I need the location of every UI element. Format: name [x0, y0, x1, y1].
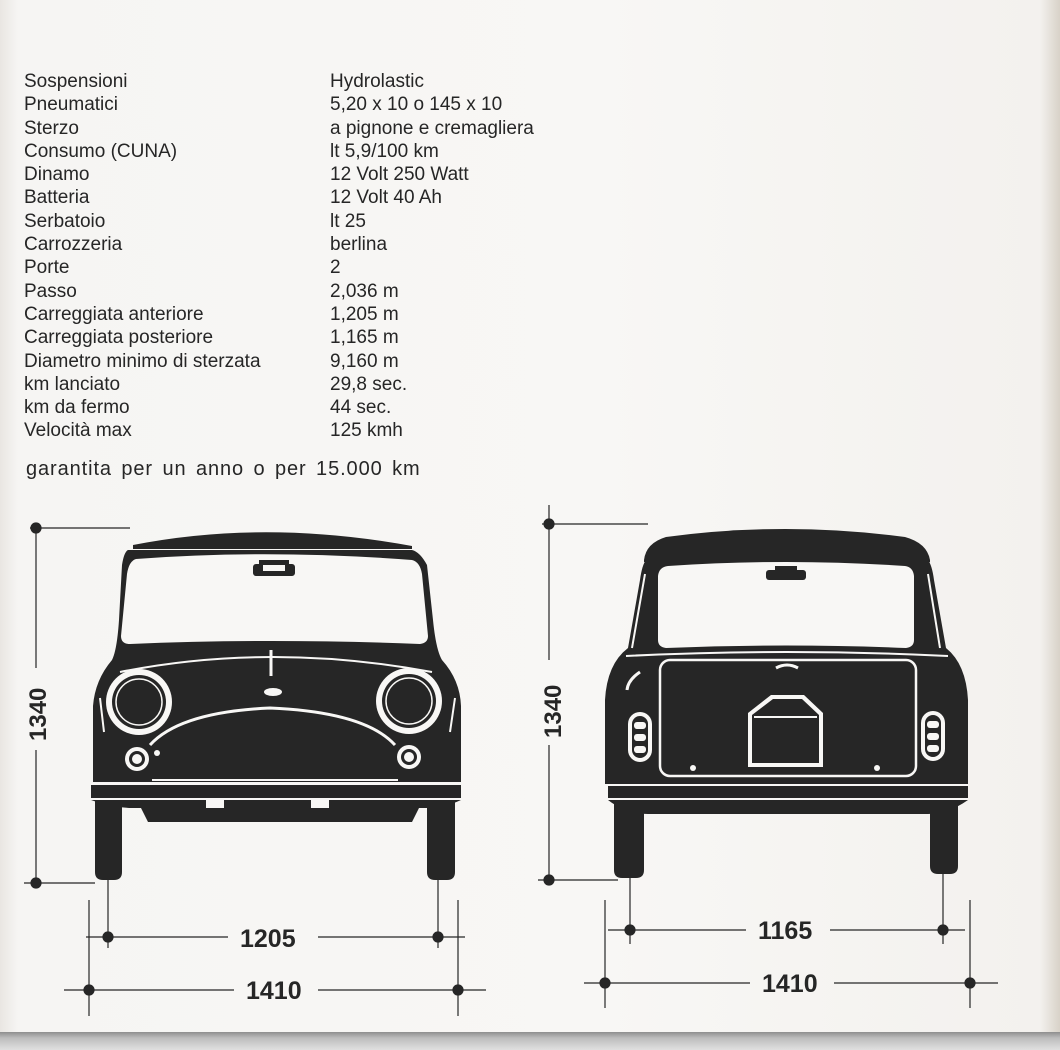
spec-label: Consumo (CUNA)	[24, 140, 178, 162]
rear-width-label: 1410	[762, 970, 818, 998]
spec-label: km da fermo	[24, 397, 130, 419]
spec-label: Sospensioni	[24, 71, 128, 92]
rear-number-plate	[748, 695, 823, 767]
spec-value: 29,8 sec.	[330, 373, 408, 395]
spec-value: lt 5,9/100 km	[330, 140, 439, 162]
front-right-indicator	[397, 745, 421, 769]
front-left-headlight	[106, 669, 172, 735]
spec-value: 2	[330, 257, 341, 279]
spec-value: 5,20 x 10 o 145 x 10	[330, 94, 503, 116]
front-view-drawing	[24, 523, 486, 1016]
front-bumper	[91, 784, 461, 808]
rear-window	[658, 562, 914, 648]
spec-value: 1,205 m	[330, 303, 399, 325]
spec-value: 12 Volt 40 Ah	[330, 187, 442, 209]
rear-roof	[644, 529, 930, 562]
spec-value: lt 25	[330, 210, 366, 232]
spec-label: Sterzo	[24, 117, 79, 139]
spec-label: Pneumatici	[24, 94, 118, 116]
spec-value: 12 Volt 250 Watt	[330, 164, 469, 186]
spec-label: Serbatoio	[24, 210, 106, 232]
spec-label: Dinamo	[24, 164, 90, 186]
spec-label: Velocità max	[24, 420, 132, 442]
spec-label: Carreggiata posteriore	[24, 327, 214, 349]
rear-right-taillight	[921, 711, 945, 761]
spec-label: km lanciato	[24, 373, 121, 395]
spec-value: 125 kmh	[330, 420, 403, 442]
spec-value: 1,165 m	[330, 327, 399, 349]
front-windscreen	[121, 554, 428, 644]
front-height-label: 1340	[25, 687, 52, 741]
front-right-wheel	[427, 798, 455, 880]
front-right-headlight	[376, 668, 442, 734]
front-width-label: 1410	[246, 977, 302, 1005]
spec-label: Porte	[24, 257, 70, 279]
front-left-wheel	[95, 798, 122, 880]
rear-track-label: 1165	[758, 917, 813, 945]
spec-value: berlina	[330, 234, 388, 256]
front-roof	[133, 532, 412, 549]
spec-value: a pignone e cremagliera	[330, 117, 534, 139]
spec-label: Batteria	[24, 187, 90, 209]
rear-right-wheel	[930, 800, 958, 874]
spec-value: 44 sec.	[330, 397, 392, 419]
spec-value: 9,160 m	[330, 350, 399, 372]
rear-height-label: 1340	[540, 684, 567, 738]
spec-value: 2,036 m	[330, 280, 399, 302]
spec-value: Hydrolastic	[330, 71, 424, 92]
warranty-text: garantita per un anno o per 15.000 km	[26, 458, 421, 480]
rear-left-taillight	[628, 712, 652, 762]
spec-label: Passo	[24, 280, 77, 302]
front-track-label: 1205	[240, 925, 296, 953]
spec-label: Carreggiata anteriore	[24, 303, 204, 325]
spec-label: Diametro minimo di sterzata	[24, 350, 261, 372]
spec-label: Carrozzeria	[24, 234, 123, 256]
rear-view-drawing	[538, 505, 998, 1008]
front-valance	[140, 806, 420, 822]
rear-left-wheel	[614, 800, 644, 878]
